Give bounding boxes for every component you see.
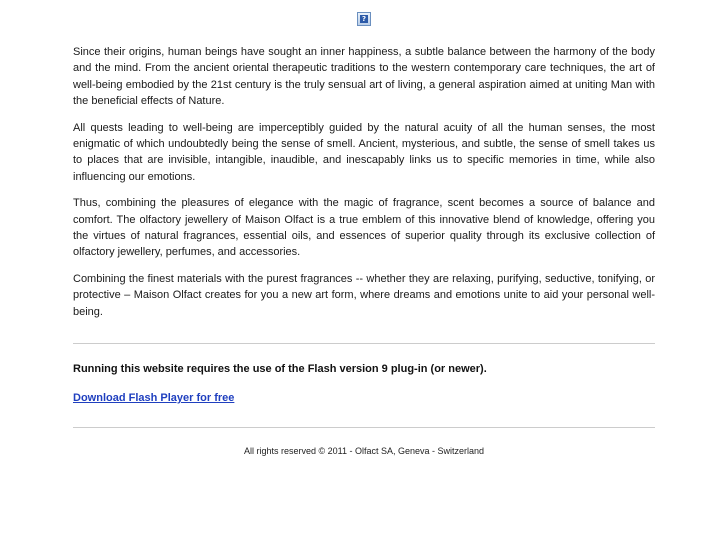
broken-image-icon <box>357 12 371 26</box>
divider-top <box>73 343 655 344</box>
intro-paragraph-1: Since their origins, human beings have sought an inner happiness, a subtle balance between the harmony of the body and the mind. From the ancient oriental therapeutic traditions to the western contemporary care techniques, the art of well-being embodied by the 21st century is the truly sensual art of living, a general aspiration aimed at uniting Man with the beneficial effects of Nature. <box>73 46 655 108</box>
divider-bottom <box>73 427 655 428</box>
footer-copyright: All rights reserved © 2011 - Olfact SA, Geneva - Switzerland <box>243 446 485 456</box>
flash-requirement-notice: Running this website requires the use of the Flash version 9 plug-in (or newer). <box>73 363 487 375</box>
intro-paragraph-2: All quests leading to well-being are imperceptibly guided by the natural acuity of all the human senses, the most enigmatic of which undoubtedly being the sense of smell. Ancient, mysterious, and subtle, the sense of smell takes us to places that are invisible, intangible, inaudible, and inescapably links us to specific memories in time, while also influencing our emotions. <box>73 121 655 183</box>
intro-paragraph-4: Combining the finest materials with the purest fragrances -- whether they are relaxing, purifying, seductive, tonifying, or protective – Maison Olfact creates for you a new art form, where dreams and emotions unite to aid your personal well-being. <box>73 272 655 318</box>
header-logo <box>357 12 371 26</box>
broken-image-glyph: ? <box>361 15 367 23</box>
download-flash-link[interactable]: Download Flash Player for free <box>73 392 235 404</box>
intro-paragraph-3: Thus, combining the pleasures of elegance with the magic of fragrance, scent becomes a source of balance and comfort. The olfactory jewellery of Maison Olfact is a true emblem of this innovative blend of knowledge, offering you the virtues of natural fragrances, essential oils, and essences of superior quality through its exclusive collection of olfactory jewellery, perfumes, and accessories. <box>73 197 655 259</box>
intro-section <box>73 44 655 330</box>
